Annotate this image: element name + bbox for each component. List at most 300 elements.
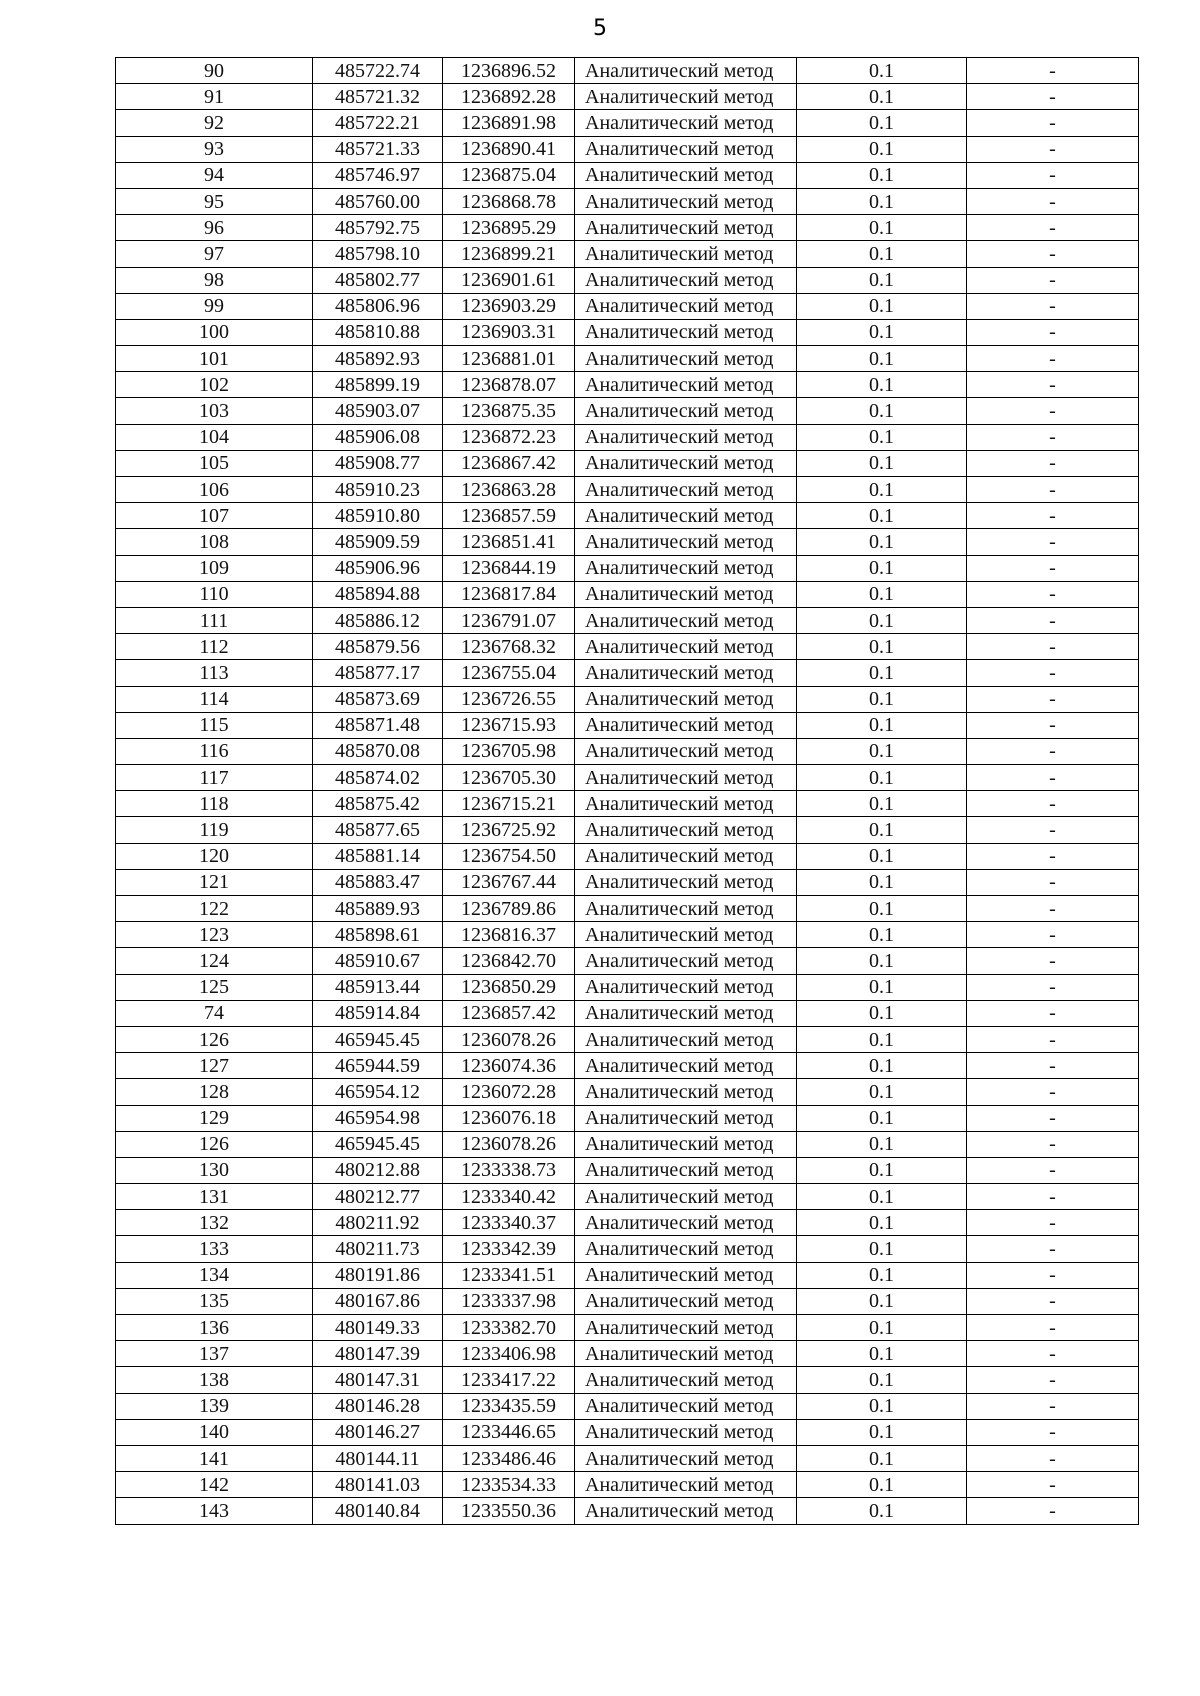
table-row [116,1367,1139,1393]
description-cell: - [967,1157,1139,1183]
y-coordinate-cell: 1236878.07 [443,372,575,398]
x-coordinate-cell: 485874.02 [313,765,443,791]
table-row [116,372,1139,398]
point-number-cell: 103 [116,398,313,424]
method-cell: Аналитический метод [575,398,797,424]
point-number-cell: 128 [116,1079,313,1105]
method-cell: Аналитический метод [575,372,797,398]
x-coordinate-cell: 485906.96 [313,555,443,581]
accuracy-cell: 0.1 [797,529,967,555]
x-coordinate-cell: 485914.84 [313,1000,443,1026]
description-cell: - [967,607,1139,633]
y-coordinate-cell: 1236754.50 [443,843,575,869]
method-cell: Аналитический метод [575,1210,797,1236]
description-cell: - [967,1315,1139,1341]
accuracy-cell: 0.1 [797,1288,967,1314]
x-coordinate-cell: 485760.00 [313,188,443,214]
table-row [116,188,1139,214]
description-cell: - [967,293,1139,319]
y-coordinate-cell: 1236817.84 [443,581,575,607]
table-row [116,607,1139,633]
y-coordinate-cell: 1236789.86 [443,896,575,922]
description-cell: - [967,555,1139,581]
y-coordinate-cell: 1236891.98 [443,110,575,136]
y-coordinate-cell: 1236076.18 [443,1105,575,1131]
x-coordinate-cell: 485913.44 [313,974,443,1000]
accuracy-cell: 0.1 [797,1262,967,1288]
method-cell: Аналитический метод [575,1315,797,1341]
y-coordinate-cell: 1236903.29 [443,293,575,319]
y-coordinate-cell: 1233340.37 [443,1210,575,1236]
y-coordinate-cell: 1236715.93 [443,712,575,738]
method-cell: Аналитический метод [575,974,797,1000]
method-cell: Аналитический метод [575,1000,797,1026]
method-cell: Аналитический метод [575,215,797,241]
x-coordinate-cell: 480146.27 [313,1419,443,1445]
table-row [116,738,1139,764]
method-cell: Аналитический метод [575,869,797,895]
x-coordinate-cell: 485909.59 [313,529,443,555]
method-cell: Аналитический метод [575,1419,797,1445]
table-row [116,58,1139,84]
y-coordinate-cell: 1236857.59 [443,503,575,529]
point-number-cell: 91 [116,84,313,110]
accuracy-cell: 0.1 [797,843,967,869]
y-coordinate-cell: 1233550.36 [443,1498,575,1524]
x-coordinate-cell: 485873.69 [313,686,443,712]
y-coordinate-cell: 1233342.39 [443,1236,575,1262]
method-cell: Аналитический метод [575,346,797,372]
x-coordinate-cell: 485883.47 [313,869,443,895]
x-coordinate-cell: 485746.97 [313,162,443,188]
method-cell: Аналитический метод [575,712,797,738]
method-cell: Аналитический метод [575,293,797,319]
method-cell: Аналитический метод [575,686,797,712]
point-number-cell: 110 [116,581,313,607]
point-number-cell: 100 [116,319,313,345]
table-row [116,450,1139,476]
x-coordinate-cell: 465954.12 [313,1079,443,1105]
point-number-cell: 132 [116,1210,313,1236]
method-cell: Аналитический метод [575,241,797,267]
description-cell: - [967,1105,1139,1131]
method-cell: Аналитический метод [575,738,797,764]
table-row [116,817,1139,843]
description-cell: - [967,869,1139,895]
description-cell: - [967,241,1139,267]
x-coordinate-cell: 485899.19 [313,372,443,398]
description-cell: - [967,1053,1139,1079]
description-cell: - [967,398,1139,424]
table-row [116,1472,1139,1498]
description-cell: - [967,686,1139,712]
description-cell: - [967,712,1139,738]
description-cell: - [967,1131,1139,1157]
method-cell: Аналитический метод [575,84,797,110]
point-number-cell: 104 [116,424,313,450]
method-cell: Аналитический метод [575,450,797,476]
point-number-cell: 97 [116,241,313,267]
method-cell: Аналитический метод [575,581,797,607]
method-cell: Аналитический метод [575,922,797,948]
accuracy-cell: 0.1 [797,398,967,424]
method-cell: Аналитический метод [575,136,797,162]
method-cell: Аналитический метод [575,1157,797,1183]
y-coordinate-cell: 1236725.92 [443,817,575,843]
point-number-cell: 101 [116,346,313,372]
point-number-cell: 138 [116,1367,313,1393]
x-coordinate-cell: 485908.77 [313,450,443,476]
description-cell: - [967,58,1139,84]
point-number-cell: 129 [116,1105,313,1131]
description-cell: - [967,503,1139,529]
x-coordinate-cell: 485889.93 [313,896,443,922]
table-row [116,1341,1139,1367]
description-cell: - [967,634,1139,660]
x-coordinate-cell: 485877.65 [313,817,443,843]
accuracy-cell: 0.1 [797,267,967,293]
description-cell: - [967,1472,1139,1498]
accuracy-cell: 0.1 [797,1498,967,1524]
x-coordinate-cell: 485906.08 [313,424,443,450]
x-coordinate-cell: 480144.11 [313,1445,443,1471]
table-row [116,896,1139,922]
accuracy-cell: 0.1 [797,974,967,1000]
page-number: 5 [593,16,607,41]
table-row [116,1157,1139,1183]
point-number-cell: 74 [116,1000,313,1026]
table-row [116,974,1139,1000]
table-row [116,869,1139,895]
x-coordinate-cell: 485879.56 [313,634,443,660]
point-number-cell: 124 [116,948,313,974]
description-cell: - [967,843,1139,869]
accuracy-cell: 0.1 [797,660,967,686]
accuracy-cell: 0.1 [797,791,967,817]
table-row [116,293,1139,319]
description-cell: - [967,1000,1139,1026]
table-row [116,1419,1139,1445]
x-coordinate-cell: 485910.23 [313,477,443,503]
method-cell: Аналитический метод [575,267,797,293]
accuracy-cell: 0.1 [797,948,967,974]
point-number-cell: 118 [116,791,313,817]
accuracy-cell: 0.1 [797,477,967,503]
description-cell: - [967,1393,1139,1419]
description-cell: - [967,1341,1139,1367]
accuracy-cell: 0.1 [797,424,967,450]
point-number-cell: 111 [116,607,313,633]
accuracy-cell: 0.1 [797,1472,967,1498]
accuracy-cell: 0.1 [797,215,967,241]
table-row [116,424,1139,450]
table-row [116,398,1139,424]
y-coordinate-cell: 1236078.26 [443,1131,575,1157]
accuracy-cell: 0.1 [797,922,967,948]
x-coordinate-cell: 480141.03 [313,1472,443,1498]
accuracy-cell: 0.1 [797,1393,967,1419]
method-cell: Аналитический метод [575,1445,797,1471]
y-coordinate-cell: 1236768.32 [443,634,575,660]
y-coordinate-cell: 1236895.29 [443,215,575,241]
table-row [116,136,1139,162]
description-cell: - [967,974,1139,1000]
point-number-cell: 114 [116,686,313,712]
y-coordinate-cell: 1236844.19 [443,555,575,581]
description-cell: - [967,188,1139,214]
y-coordinate-cell: 1236857.42 [443,1000,575,1026]
y-coordinate-cell: 1236842.70 [443,948,575,974]
table-row [116,319,1139,345]
description-cell: - [967,1026,1139,1052]
y-coordinate-cell: 1236705.30 [443,765,575,791]
y-coordinate-cell: 1233341.51 [443,1262,575,1288]
table-row [116,162,1139,188]
description-cell: - [967,346,1139,372]
y-coordinate-cell: 1236863.28 [443,477,575,503]
table-row [116,1236,1139,1262]
method-cell: Аналитический метод [575,1105,797,1131]
accuracy-cell: 0.1 [797,765,967,791]
point-number-cell: 112 [116,634,313,660]
y-coordinate-cell: 1236791.07 [443,607,575,633]
point-number-cell: 102 [116,372,313,398]
table-row [116,1184,1139,1210]
y-coordinate-cell: 1236868.78 [443,188,575,214]
x-coordinate-cell: 485881.14 [313,843,443,869]
table-row [116,791,1139,817]
description-cell: - [967,84,1139,110]
point-number-cell: 140 [116,1419,313,1445]
point-number-cell: 123 [116,922,313,948]
x-coordinate-cell: 480212.88 [313,1157,443,1183]
method-cell: Аналитический метод [575,1393,797,1419]
point-number-cell: 133 [116,1236,313,1262]
y-coordinate-cell: 1236896.52 [443,58,575,84]
point-number-cell: 93 [116,136,313,162]
table-row [116,922,1139,948]
description-cell: - [967,948,1139,974]
accuracy-cell: 0.1 [797,1419,967,1445]
x-coordinate-cell: 485721.33 [313,136,443,162]
accuracy-cell: 0.1 [797,188,967,214]
point-number-cell: 142 [116,1472,313,1498]
point-number-cell: 139 [116,1393,313,1419]
point-number-cell: 116 [116,738,313,764]
table-row [116,267,1139,293]
accuracy-cell: 0.1 [797,738,967,764]
method-cell: Аналитический метод [575,1262,797,1288]
table-row [116,948,1139,974]
accuracy-cell: 0.1 [797,136,967,162]
point-number-cell: 127 [116,1053,313,1079]
description-cell: - [967,1367,1139,1393]
table-row [116,581,1139,607]
method-cell: Аналитический метод [575,1341,797,1367]
method-cell: Аналитический метод [575,1288,797,1314]
method-cell: Аналитический метод [575,791,797,817]
table-row [116,843,1139,869]
accuracy-cell: 0.1 [797,686,967,712]
coordinates-table-body [116,58,1139,1525]
table-row [116,346,1139,372]
y-coordinate-cell: 1236903.31 [443,319,575,345]
table-row [116,1315,1139,1341]
x-coordinate-cell: 485894.88 [313,581,443,607]
accuracy-cell: 0.1 [797,1157,967,1183]
method-cell: Аналитический метод [575,1472,797,1498]
x-coordinate-cell: 485910.67 [313,948,443,974]
method-cell: Аналитический метод [575,765,797,791]
y-coordinate-cell: 1236726.55 [443,686,575,712]
x-coordinate-cell: 465945.45 [313,1131,443,1157]
y-coordinate-cell: 1236875.04 [443,162,575,188]
point-number-cell: 137 [116,1341,313,1367]
method-cell: Аналитический метод [575,660,797,686]
y-coordinate-cell: 1236851.41 [443,529,575,555]
table-row [116,634,1139,660]
point-number-cell: 122 [116,896,313,922]
accuracy-cell: 0.1 [797,319,967,345]
x-coordinate-cell: 480167.86 [313,1288,443,1314]
x-coordinate-cell: 485910.80 [313,503,443,529]
method-cell: Аналитический метод [575,110,797,136]
y-coordinate-cell: 1236715.21 [443,791,575,817]
accuracy-cell: 0.1 [797,1053,967,1079]
method-cell: Аналитический метод [575,555,797,581]
x-coordinate-cell: 485903.07 [313,398,443,424]
description-cell: - [967,660,1139,686]
accuracy-cell: 0.1 [797,110,967,136]
table-row [116,84,1139,110]
accuracy-cell: 0.1 [797,1367,967,1393]
x-coordinate-cell: 485722.74 [313,58,443,84]
y-coordinate-cell: 1233446.65 [443,1419,575,1445]
table-row [116,110,1139,136]
description-cell: - [967,738,1139,764]
description-cell: - [967,319,1139,345]
description-cell: - [967,1419,1139,1445]
coordinates-table [115,57,1139,1525]
y-coordinate-cell: 1233417.22 [443,1367,575,1393]
y-coordinate-cell: 1233486.46 [443,1445,575,1471]
table-row [116,1053,1139,1079]
point-number-cell: 126 [116,1131,313,1157]
accuracy-cell: 0.1 [797,58,967,84]
description-cell: - [967,372,1139,398]
description-cell: - [967,1210,1139,1236]
table-row [116,215,1139,241]
y-coordinate-cell: 1236881.01 [443,346,575,372]
y-coordinate-cell: 1233534.33 [443,1472,575,1498]
method-cell: Аналитический метод [575,843,797,869]
accuracy-cell: 0.1 [797,1341,967,1367]
table-row [116,1393,1139,1419]
table-row [116,241,1139,267]
method-cell: Аналитический метод [575,1236,797,1262]
description-cell: - [967,1498,1139,1524]
point-number-cell: 134 [116,1262,313,1288]
point-number-cell: 135 [116,1288,313,1314]
accuracy-cell: 0.1 [797,162,967,188]
point-number-cell: 119 [116,817,313,843]
method-cell: Аналитический метод [575,1367,797,1393]
point-number-cell: 121 [116,869,313,895]
accuracy-cell: 0.1 [797,372,967,398]
description-cell: - [967,424,1139,450]
description-cell: - [967,1288,1139,1314]
description-cell: - [967,1262,1139,1288]
method-cell: Аналитический метод [575,896,797,922]
x-coordinate-cell: 485892.93 [313,346,443,372]
point-number-cell: 125 [116,974,313,1000]
table-row [116,1131,1139,1157]
method-cell: Аналитический метод [575,188,797,214]
method-cell: Аналитический метод [575,162,797,188]
accuracy-cell: 0.1 [797,1445,967,1471]
accuracy-cell: 0.1 [797,1000,967,1026]
method-cell: Аналитический метод [575,477,797,503]
accuracy-cell: 0.1 [797,84,967,110]
y-coordinate-cell: 1236867.42 [443,450,575,476]
method-cell: Аналитический метод [575,1053,797,1079]
y-coordinate-cell: 1236078.26 [443,1026,575,1052]
accuracy-cell: 0.1 [797,555,967,581]
description-cell: - [967,477,1139,503]
point-number-cell: 143 [116,1498,313,1524]
table-row [116,529,1139,555]
point-number-cell: 136 [116,1315,313,1341]
x-coordinate-cell: 480191.86 [313,1262,443,1288]
table-row [116,765,1139,791]
table-row [116,1105,1139,1131]
table-row [116,477,1139,503]
y-coordinate-cell: 1233382.70 [443,1315,575,1341]
point-number-cell: 113 [116,660,313,686]
x-coordinate-cell: 485875.42 [313,791,443,817]
method-cell: Аналитический метод [575,58,797,84]
point-number-cell: 99 [116,293,313,319]
method-cell: Аналитический метод [575,607,797,633]
method-cell: Аналитический метод [575,319,797,345]
description-cell: - [967,450,1139,476]
description-cell: - [967,765,1139,791]
point-number-cell: 130 [116,1157,313,1183]
accuracy-cell: 0.1 [797,1131,967,1157]
point-number-cell: 126 [116,1026,313,1052]
accuracy-cell: 0.1 [797,1026,967,1052]
accuracy-cell: 0.1 [797,1105,967,1131]
description-cell: - [967,267,1139,293]
accuracy-cell: 0.1 [797,503,967,529]
x-coordinate-cell: 485810.88 [313,319,443,345]
y-coordinate-cell: 1236755.04 [443,660,575,686]
accuracy-cell: 0.1 [797,896,967,922]
table-row [116,1498,1139,1524]
table-row [116,555,1139,581]
accuracy-cell: 0.1 [797,607,967,633]
description-cell: - [967,922,1139,948]
method-cell: Аналитический метод [575,634,797,660]
description-cell: - [967,136,1139,162]
x-coordinate-cell: 480146.28 [313,1393,443,1419]
y-coordinate-cell: 1236872.23 [443,424,575,450]
table-row [116,1026,1139,1052]
table-row [116,1079,1139,1105]
accuracy-cell: 0.1 [797,346,967,372]
x-coordinate-cell: 465954.98 [313,1105,443,1131]
point-number-cell: 92 [116,110,313,136]
